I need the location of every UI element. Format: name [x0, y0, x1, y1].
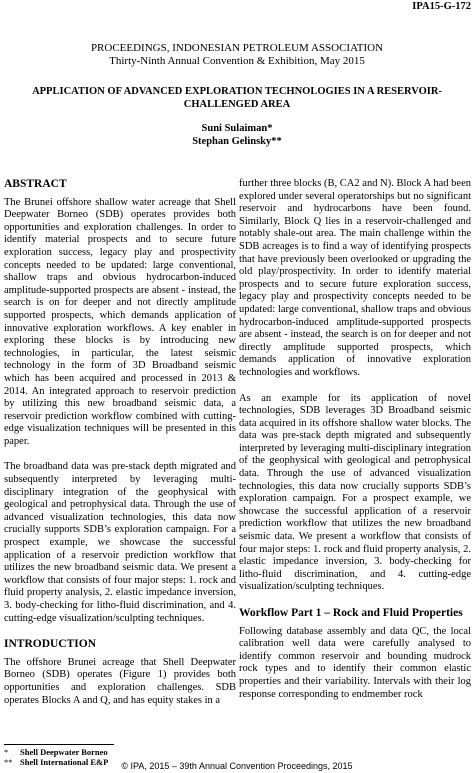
right-column — [239, 178, 471, 714]
introduction-heading: INTRODUCTION — [4, 638, 97, 651]
footnote-1-mark: * — [4, 747, 9, 757]
proceedings-name: PROCEEDINGS, INDONESIAN PETROLEUM ASSOCIATION — [90, 42, 384, 54]
body-paragraph-3: Following database assembly and data QC, the local calibration well data were carefully analysed to identify common reservoir and bounding mudrock rock types and to identify their common elastic properties and their variability. Intervals with their log response corresponding to endmember rock — [239, 625, 471, 700]
author-list — [0, 123, 474, 148]
convention-name: Thirty-Ninth Annual Convention & Exhibition, May 2015 — [109, 55, 365, 67]
footnote-1-text: Shell Deepwater Borneo — [20, 747, 108, 757]
abstract-heading: ABSTRACT — [4, 178, 67, 190]
author-2: Stephan Gelinsky** — [192, 135, 282, 147]
abstract-paragraph-1: The Brunei offshore shallow water acreage that Shell Deepwater Borneo (SDB) operates provides both opportunities and exploration challenges. In order to identify material prospects and to secure future exploration success, legacy play and prospectivity concepts needed to be updated: large conventional, shallow traps and obvious hydrocarbon-induced amplitude-supported prospects are absent - instead, the search is on for deeper and not directly amplitude supported prospects, which demands application of innovative exploration workflows. A key enabler in exploring these blocks is by introducing new technologies, in particular, the latest seismic technology in the form of 3D Broadband seismic which has been acquired and processed in 2013 & 2014. An integrated approach to reservoir prediction by utilizing this new broadband seismic data, a reservoir prediction workflow combined with cutting-edge visualization techniques will be presented in this paper. — [4, 196, 236, 447]
footnote-1 — [4, 747, 108, 757]
document-id: IPA15-G-172 — [412, 1, 471, 12]
body-paragraph-1: further three blocks (B, CA2 and N). Block A had been explored under several operatorships but no significant reservoir and hydrocarbons have been found. Similarly, Block Q lies in a reservoir-challenged and notably shale-out area. The main challenge within the SDB acreages is to find a way of identifying prospects that have previously been overlooked or upgrading the old play/prospectivity. In order to identify material prospects and to secure future exploration success, legacy play and prospectivity concepts needed to be updated: large conventional, shallow traps and obvious hydrocarbon-induced amplitude-supported prospects are absent - instead, the search is on for deeper and not directly amplitude supported prospects, which demands application of innovative exploration technologies and workflows. — [239, 178, 471, 378]
body-paragraph-2: As an example for its application of novel technologies, SDB leverages 3D Broadband seismic data acquired in its offshore shallow water blocks. The data was pre-stack depth migrated and subsequently interpreted by leveraging multi-disciplinary integration of the geophysical with geological and petrophysical data. Through the use of advanced visualization technologies, this data now crucially supports SDB’s exploration campaign. For a prospect example, we showcase the successful application of a reservoir prediction workflow that utilizes the new broadband seismic data. We present a workflow that consists of four major steps: 1. rock and fluid property analysis, 2. elastic impedance inversion, 3. body-checking for litho-fluid discrimination, and 4. cutting-edge visualization/sculpting techniques. — [239, 392, 471, 593]
footnote-2-text: Shell International E&P — [20, 757, 109, 767]
abstract-paragraph-2: The broadband data was pre-stack depth migrated and subsequently interpreted by leveraging multi-disciplinary integration of the geophysical with geological and petrophysical data. Through the use of advanced visualization technologies, this data now crucially supports SDB’s exploration campaign. For a prospect example, we showcase the successful application of a reservoir prediction workflow that utilizes the new broadband seismic data. We present a workflow that consists of four major steps: 1. rock and fluid property analysis, 2. elastic impedance inversion, 3. body-checking for litho-fluid discrimination, and 4. cutting-edge visualization/sculpting techniques. — [4, 461, 236, 624]
copyright-line: © IPA, 2015 – 39th Annual Convention Proceedings, 2015 — [121, 761, 353, 771]
workflow-heading: Workflow Part 1 – Rock and Fluid Properties — [239, 607, 463, 619]
paper-title: APPLICATION OF ADVANCED EXPLORATION TECHNOLOGIES IN A RESERVOIR-CHALLENGED AREA — [32, 86, 442, 110]
introduction-paragraph-1: The offshore Brunei acreage that Shell Deepwater Borneo (SDB) operates (Figure 1) provides both opportunities and exploration challenges. SDB operates Blocks A and Q, and has equity stakes in a — [4, 656, 236, 706]
author-1: Suni Sulaiman* — [201, 123, 273, 134]
footnote-divider — [4, 744, 114, 745]
proceedings-header — [0, 42, 474, 68]
left-column — [4, 178, 236, 720]
footnote-2-mark: ** — [4, 757, 13, 767]
